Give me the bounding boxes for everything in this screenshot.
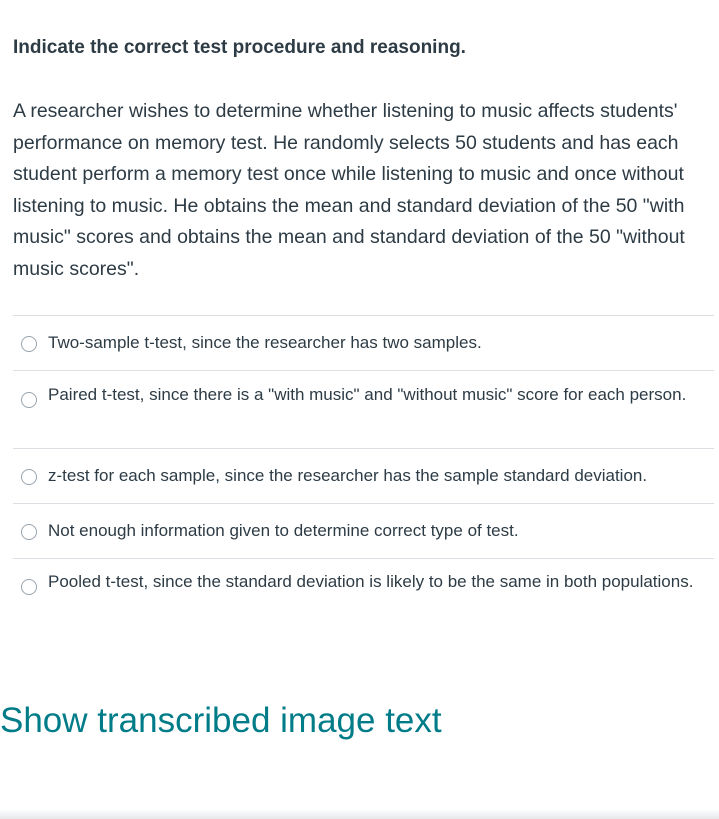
answer-option-pooled-t-test[interactable] [13, 559, 714, 637]
answer-label: Not enough information given to determine correct type of test. [48, 521, 519, 540]
radio-button[interactable] [21, 392, 37, 408]
answer-label: z-test for each sample, since the researcher has the sample standard deviation. [48, 466, 648, 485]
answer-list [13, 315, 714, 637]
answer-option-two-sample-t-test[interactable] [13, 316, 714, 371]
answer-label: Pooled t-test, since the standard deviation is likely to be the same in both populations. [48, 572, 694, 591]
question-instruction: Indicate the correct test procedure and reasoning. [13, 37, 466, 58]
show-transcribed-text-link[interactable]: Show transcribed image text [0, 701, 442, 740]
question-text: A researcher wishes to determine whether listening to music affects students' performance on memory test. He randomly selects 50 students and has each student perform a memory test once while listening to music and once without listening to music. He obtains the mean and standard deviation of the 50 "with music" scores and obtains the mean and standard deviation of the 50 "without music scores". [13, 100, 685, 280]
answer-label: Two-sample t-test, since the researcher has two samples. [48, 333, 482, 352]
radio-button[interactable] [21, 336, 37, 352]
bottom-edge-shadow [0, 809, 719, 819]
radio-button[interactable] [21, 524, 37, 540]
answer-option-z-test[interactable] [13, 449, 714, 504]
answer-option-not-enough-info[interactable] [13, 504, 714, 559]
answer-label: Paired t-test, since there is a "with music" and "without music" score for each person. [48, 385, 687, 404]
radio-button[interactable] [21, 579, 37, 595]
radio-button[interactable] [21, 469, 37, 485]
answer-option-paired-t-test[interactable] [13, 371, 714, 449]
